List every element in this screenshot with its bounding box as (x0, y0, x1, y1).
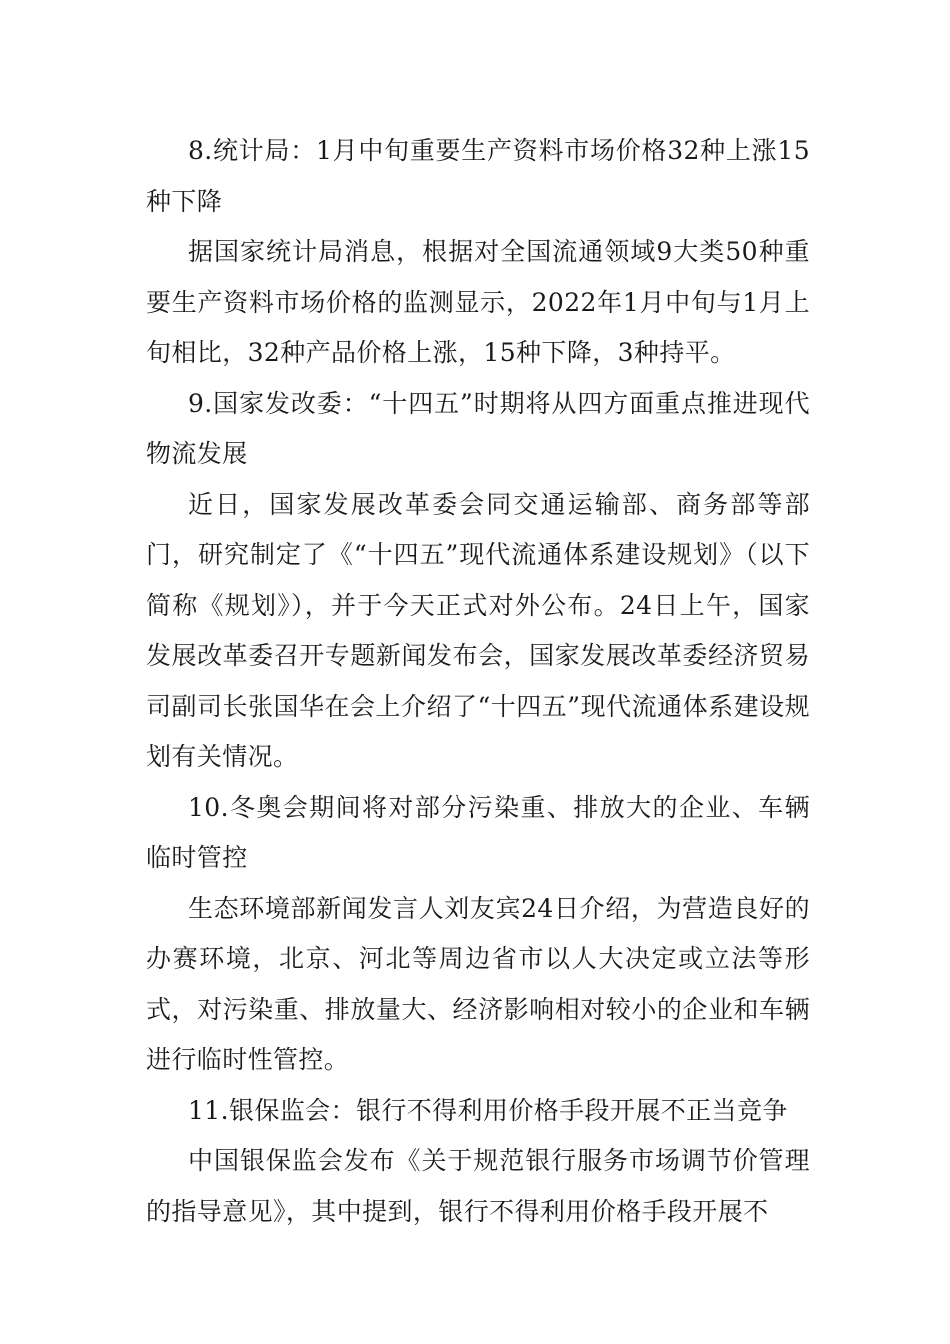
section-body-10: 生态环境部新闻发言人刘友宾24日介绍，为营造良好的办赛环境，北京、河北等周边省市以人大决定或立法等形式，对污染重、排放量大、经济影响相对较小的企业和车辆进行临时性管控。 (146, 893, 810, 1074)
document-body (146, 126, 810, 1237)
section-heading-10: 10.冬奥会期间将对部分污染重、排放大的企业、车辆临时管控 (146, 792, 810, 872)
section-body-8: 据国家统计局消息，根据对全国流通领域9大类50种重要生产资料市场价格的监测显示，2022年1月中旬与1月上旬相比，32种产品价格上涨，15种下降，3种持平。 (146, 237, 810, 367)
section-body-11: 中国银保监会发布《关于规范银行服务市场调节价管理的指导意见》，其中提到，银行不得利用价格手段开展不 (146, 1146, 810, 1226)
section-body-9: 近日，国家发展改革委会同交通运输部、商务部等部门，研究制定了《“十四五”现代流通体系建设规划》（以下简称《规划》），并于今天正式对外公布。24日上午，国家发展改革委召开专题新闻发布会，国家发展改革委经济贸易司副司长张国华在会上介绍了“十四五”现代流通体系建设规划有关情况。 (146, 489, 810, 771)
section-heading-11: 11.银保监会：银行不得利用价格手段开展不正当竞争 (188, 1095, 788, 1125)
section-heading-9: 9.国家发改委：“十四五”时期将从四方面重点推进现代物流发展 (146, 388, 810, 468)
section-heading-8: 8.统计局：1月中旬重要生产资料市场价格32种上涨15种下降 (146, 136, 810, 216)
